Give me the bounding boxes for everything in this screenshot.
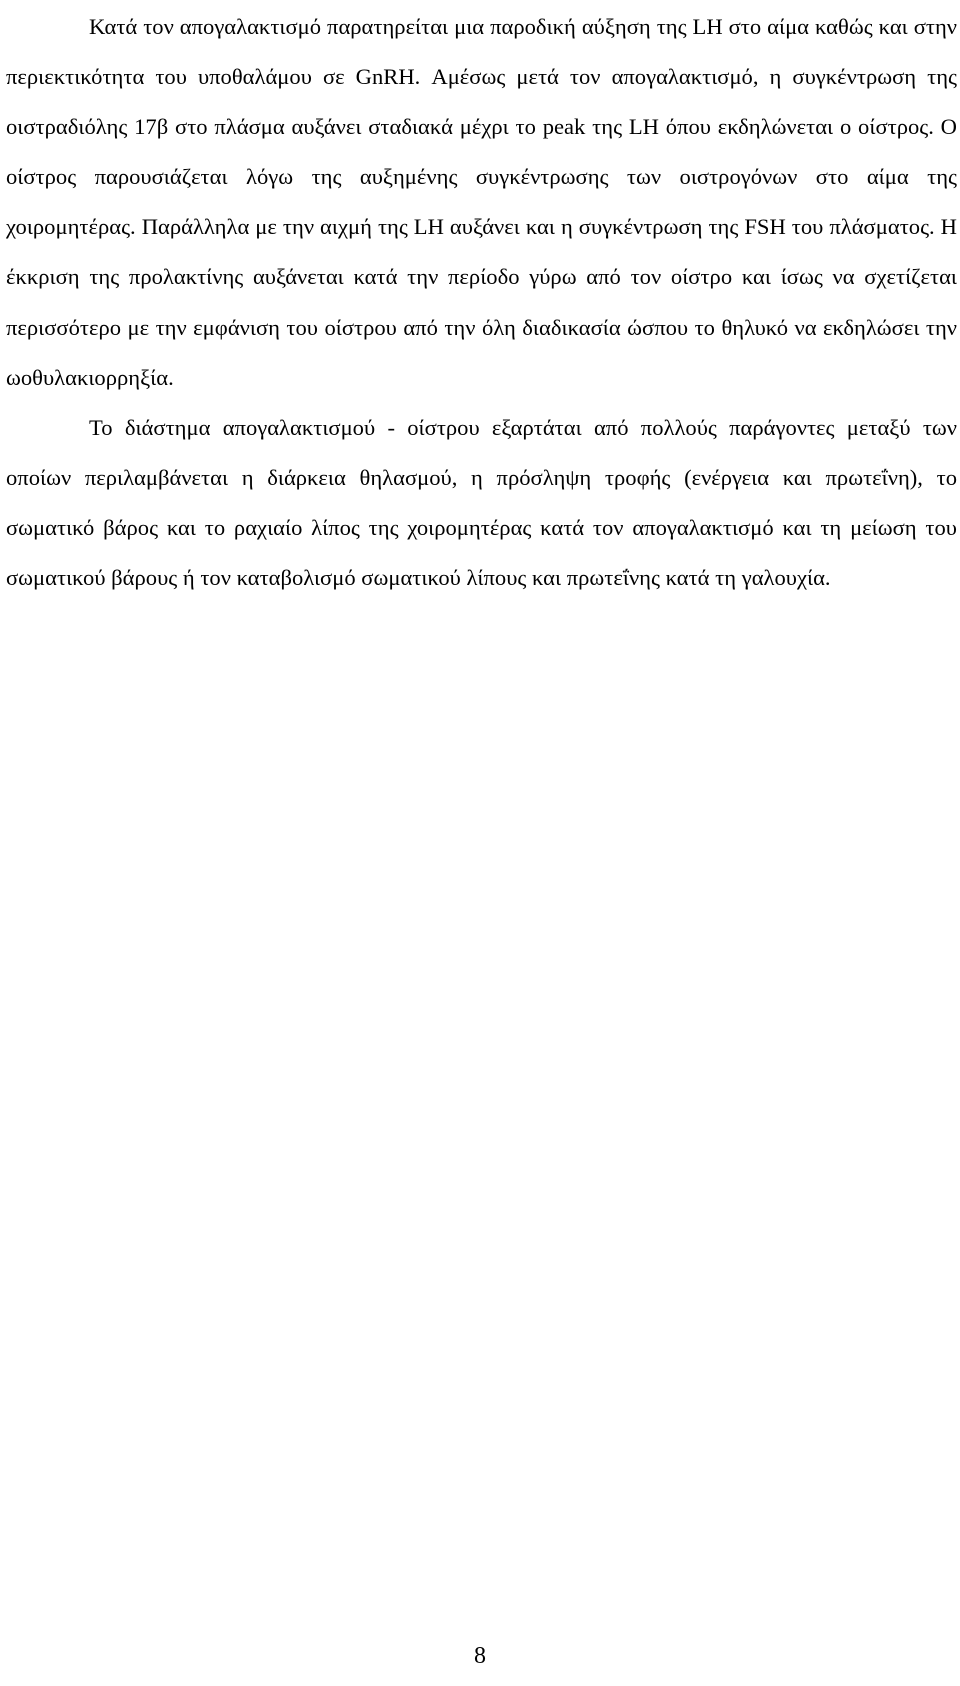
page-number: 8	[474, 1643, 486, 1669]
paragraph-weaning-hormones: Κατά τον απογαλακτισμό παρατηρείται μια παροδική αύξηση της LH στο αίμα καθώς και στην περιεκτικότητα του υποθαλάμου σε GnRH. Αμέσως μετά τον απογαλακτισμό, η συγκέντρωση της οιστραδιόλης 17β στο πλάσμα αυξάνει σταδιακά μέχρι το peak της LH όπου εκδηλώνεται ο οίστρος. Ο οίστρος παρουσιάζεται λόγω της αυξημένης συγκέντρωσης των οιστρογόνων στο αίμα της χοιρομητέρας. Παράλληλα με την αιχμή της LH αυξάνει και η συγκέντρωση της FSH του πλάσματος. Η έκκριση της προλακτίνης αυξάνεται κατά την περίοδο γύρω από τον οίστρο και ίσως να σχετίζεται περισσότερο με την εμφάνιση του οίστρου από την όλη διαδικασία ώσπου το θηλυκό να εκδηλώσει την ωοθυλακιορρηξία.	[6, 14, 957, 390]
body-text	[6, 2, 957, 603]
paragraph-weaning-estrus-interval: Το διάστημα απογαλακτισμού - οίστρου εξαρτάται από πολλούς παράγοντες μεταξύ των οποίων περιλαμβάνεται η διάρκεια θηλασμού, η πρόσληψη τροφής (ενέργεια και πρωτεΐνη), το σωματικό βάρος και το ραχιαίο λίπος της χοιρομητέρας κατά τον απογαλακτισμό και τη μείωση του σωματικού βάρους ή τον καταβολισμό σωματικού λίπους και πρωτεΐνης κατά τη γαλουχία.	[6, 414, 957, 591]
